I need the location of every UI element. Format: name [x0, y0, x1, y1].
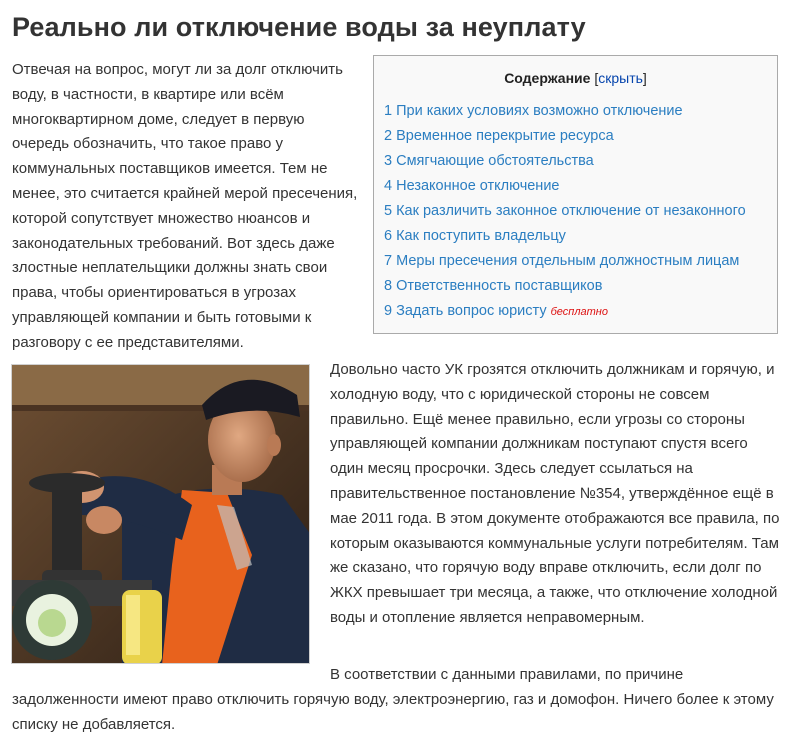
toc-item-number: 3 [384, 153, 393, 169]
toc-link-8[interactable] [384, 278, 602, 294]
toc-header [384, 70, 767, 86]
toc-item-label: Как поступить владельцу [396, 228, 566, 244]
intro-paragraph: Отвечая на вопрос, могут ли за долг отключить воду, в частности, в квартире или всём многоквартирном доме, следует в первую очередь обозначить, что такое право у коммунальных поставщиков имеется. Тем не менее, это считается крайней мерой пресечения, которой сопутствует множество нюансов и законодательных требований. Вот здесь даже злостные неплательщики должны знать свои права, чтобы ориентироваться в угрозах управляющей компании и быть готовыми к разговору с ее представителями. [12, 61, 358, 351]
toc-item [384, 249, 767, 274]
toc-item [384, 299, 767, 325]
toc-item-number: 4 [384, 178, 393, 194]
toc-item-label: При каких условиях возможно отключение [396, 103, 683, 119]
toc-item [384, 99, 767, 124]
toc-item-label: Незаконное отключение [396, 178, 560, 194]
toc-item-number: 2 [384, 128, 393, 144]
toc-title: Содержание [504, 70, 591, 86]
toc-item-number: 6 [384, 228, 393, 244]
toc-item [384, 274, 767, 299]
toc-item-label: Временное перекрытие ресурса [396, 128, 614, 144]
toc-link-3[interactable] [384, 153, 594, 169]
toc-toggle-close-bracket: ] [642, 70, 647, 86]
toc-item-label: Меры пресечения отдельным должностным лицам [396, 253, 740, 269]
article-title: Реально ли отключение воды за неуплату [12, 12, 586, 42]
toc-item [384, 174, 767, 199]
toc-item-number: 1 [384, 103, 393, 119]
table-of-contents [373, 55, 778, 334]
article-photo [11, 364, 310, 664]
toc-item [384, 149, 767, 174]
toc-item-number: 7 [384, 253, 393, 269]
toc-link-1[interactable] [384, 103, 683, 119]
toc-item-label: Ответственность поставщиков [396, 278, 603, 294]
toc-item-label: Смягчающие обстоятельства [396, 153, 594, 169]
toc-item-label: Задать вопрос юристу [396, 303, 547, 319]
toc-link-2[interactable] [384, 128, 614, 144]
worker-valve-photo [12, 365, 310, 664]
free-badge: бесплатно [550, 306, 608, 318]
toc-item-number: 5 [384, 203, 393, 219]
toc-item [384, 199, 767, 224]
toc-list [384, 99, 767, 325]
toc-link-4[interactable] [384, 178, 559, 194]
toc-item [384, 124, 767, 149]
paragraph-3 [12, 663, 792, 737]
paragraph-2: Довольно часто УК грозятся отключить должникам и горячую, и холодную воду, что с юридической стороны не совсем правильно. Ещё менее правильно, если угрозы со стороны управляющей компании должникам поступают спустя всего один месяц просрочки. Здесь следует ссылаться на правительственное постановление №354, утверждённое ещё в мае 2011 года. В этом документе отображаются все правила, по которым оказываются коммунальные услуги потребителям. Там же сказано, что горячую воду вправе отключить, если долг по ЖКХ превышает три месяца, а также, что отключение холодной воды и отопление является неправомерным. [330, 361, 780, 626]
toc-link-5[interactable] [384, 203, 746, 219]
toc-link-9[interactable] [384, 303, 547, 319]
toc-link-7[interactable] [384, 253, 739, 269]
toc-toggle-link[interactable]: скрыть [598, 70, 643, 86]
toc-item-label: Как различить законное отключение от незаконного [396, 203, 746, 219]
toc-toggle-open-bracket: [ [594, 70, 599, 86]
toc-link-6[interactable] [384, 228, 566, 244]
toc-item-number: 8 [384, 278, 393, 294]
paragraph-3-rest: задолженности имеют право отключить горячую воду, электроэнергию, газ и домофон. Ничего более к этому списку не добавляется. [12, 690, 774, 733]
paragraph-3-line-1: В соответствии с данными правилами, по причине [330, 666, 684, 683]
toc-item-number: 9 [384, 303, 393, 319]
toc-item [384, 224, 767, 249]
